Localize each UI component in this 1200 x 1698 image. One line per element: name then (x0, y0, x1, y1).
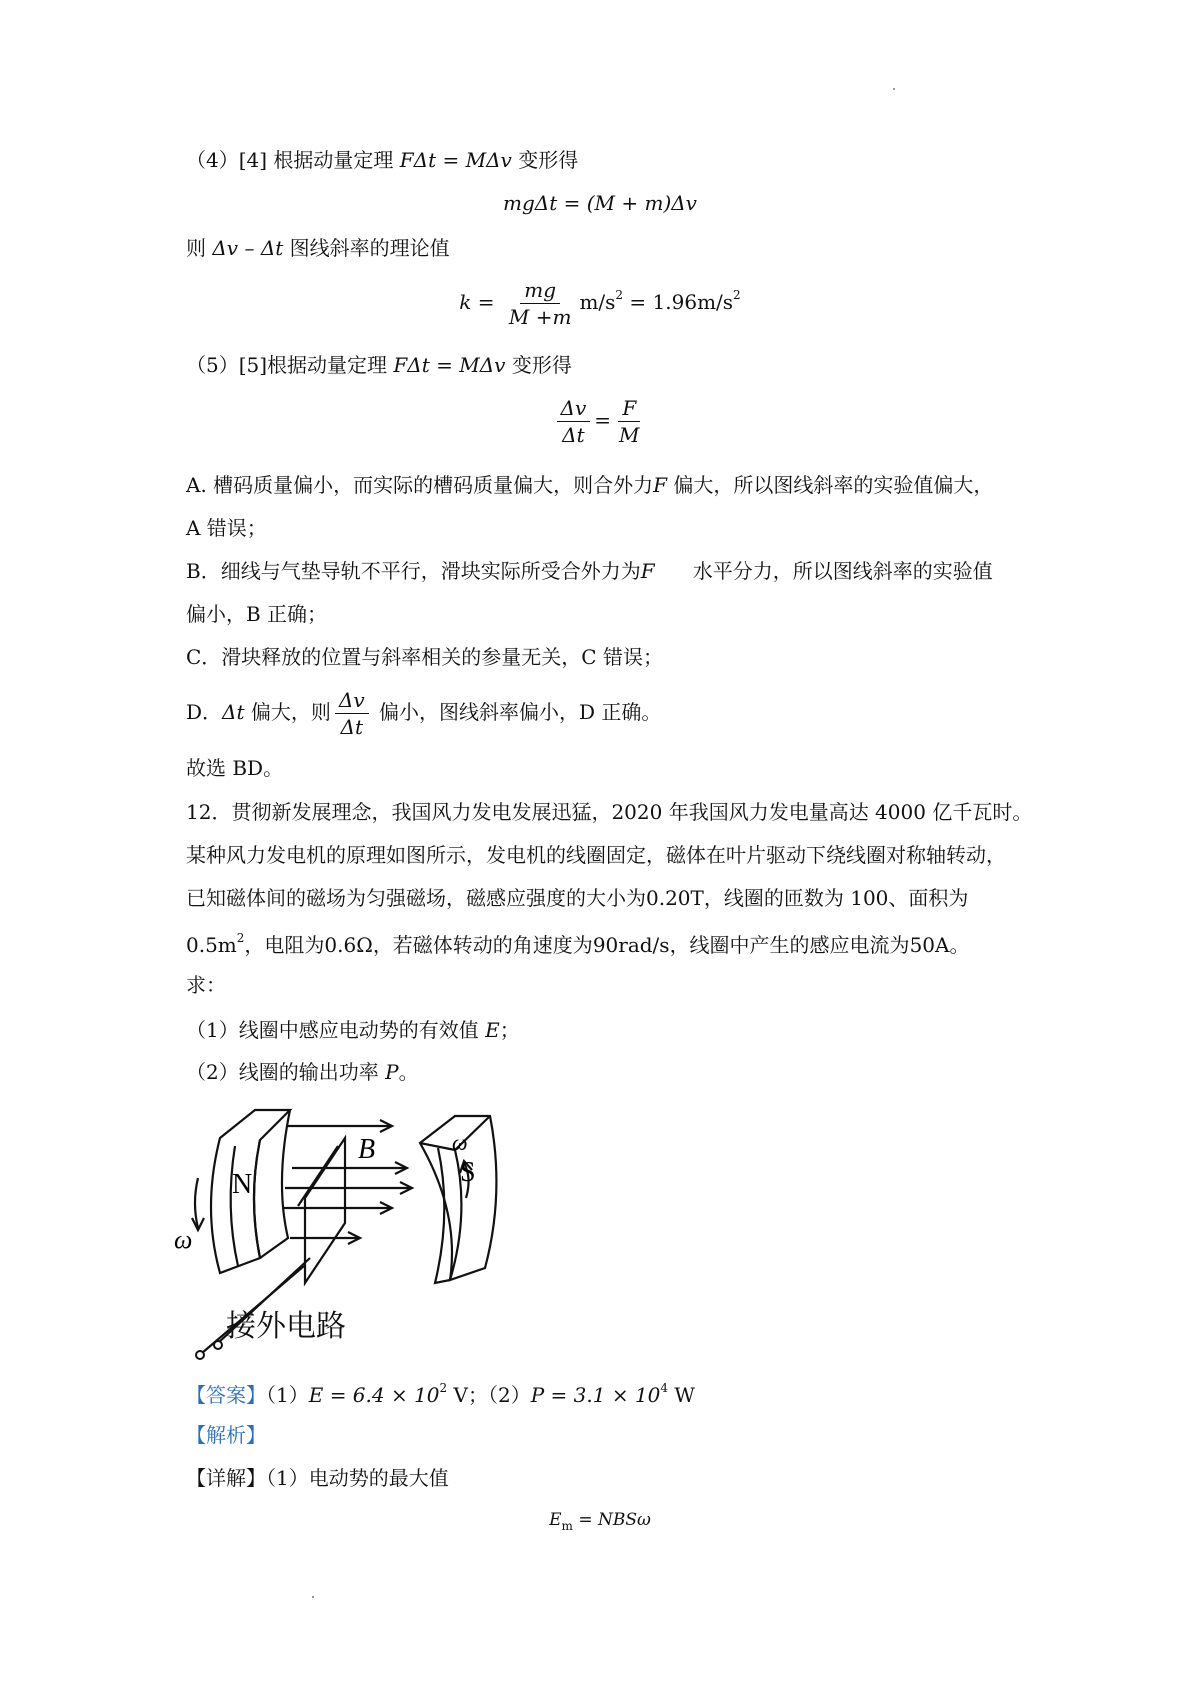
detail-tag: 【详解】 (186, 1466, 266, 1490)
label-n: N (232, 1169, 253, 1200)
scan-dot-top (893, 88, 895, 90)
equation-em: $E_m = NBS\omega$ (549, 1510, 651, 1533)
label-b: B (358, 1134, 376, 1165)
detail-line: 【详解】（1）电动势的最大值 (186, 1466, 449, 1490)
label-s: S (460, 1157, 476, 1188)
p5-intro: （5）[5]根据动量定理 FΔt = MΔv 变形得 (186, 353, 572, 377)
answer-line: 【答案】$(1)E = 6.4 \times 10^2$ V；$(2)P = 3.1 \times 10^4$ W (186, 1381, 695, 1407)
fraction-mg-over-M-m: $\frac{mg}{M +m}$ (508, 278, 572, 329)
q12-line5: 求： (186, 973, 226, 997)
figure-caption: 接外电路 (226, 1309, 346, 1344)
coil-loop (305, 1138, 345, 1283)
q12-sub1: （1）线圈中感应电动势的有效值 E； (186, 1018, 520, 1042)
option-c: C．滑块释放的位置与斜率相关的参量无关，C 错误； (186, 645, 663, 669)
equation-slope-k: k = $\frac{mg}{M +m}$ $m/s^2 = 1.96m/s^2$ (459, 278, 741, 329)
q12-line1: 12．贯彻新发展理念，我国风力发电发展迅猛，2020 年我国风力发电量高达 4000 亿千瓦时。 (186, 800, 1033, 824)
scan-dot-bottom (312, 1596, 314, 1598)
q12-line2: 某种风力发电机的原理如图所示，发电机的线圈固定，磁体在叶片驱动下绕线圈对称轴转动， (186, 843, 1006, 867)
equation-momentum: mgΔt = (M + m)Δv (503, 191, 697, 215)
option-b-line2: 偏小，B 正确； (186, 602, 328, 626)
slope-intro: 则 Δv – Δt 图线斜率的理论值 (186, 236, 450, 260)
choose-answer: 故选 BD。 (186, 756, 284, 780)
p4-intro: （4）[4] 根据动量定理 FΔt = MΔv 变形得 (186, 148, 579, 172)
equation-ratio: $\frac{\Delta v}{\Delta t}$ = $\frac{F}{M}$ (0, 398, 1200, 445)
answer-tag: 【答案】 (186, 1383, 266, 1407)
label-omega-left: ω (174, 1225, 193, 1254)
fraction-dv-dt-inline: $\frac{\Delta v}{\Delta t}$ (335, 690, 369, 737)
option-d: D．Δt 偏大，则 $\frac{\Delta v}{\Delta t}$ 偏小，图线斜率偏小，D 正确。 (186, 688, 662, 739)
option-b: B．细线与气垫导轨不平行，滑块实际所受合外力为F 水平分力，所以图线斜率的实验值 (186, 559, 993, 583)
q12-sub2: （2）线圈的输出功率 P。 (186, 1060, 419, 1084)
fraction-dv-dt: $\frac{\Delta v}{\Delta t}$ (557, 398, 591, 445)
q12-line3: 已知磁体间的磁场为匀强磁场，磁感应强度的大小为0.20T，线圈的匝数为 100、面积为 (186, 886, 969, 910)
q12-line4: $0.5m^2$，电阻为0.6Ω，若磁体转动的角速度为90rad/s，线圈中产生的感应电流为50A。 (186, 931, 970, 957)
option-a: A. 槽码质量偏小，而实际的槽码质量偏大，则合外力F 偏大，所以图线斜率的实验值偏大， (186, 473, 994, 497)
option-a-line2: A 错误； (186, 516, 267, 540)
label-omega-right: ω (452, 1130, 468, 1155)
analysis-tag: 【解析】 (186, 1423, 266, 1447)
fraction-F-M: $\frac{F}{M}$ (619, 396, 640, 447)
